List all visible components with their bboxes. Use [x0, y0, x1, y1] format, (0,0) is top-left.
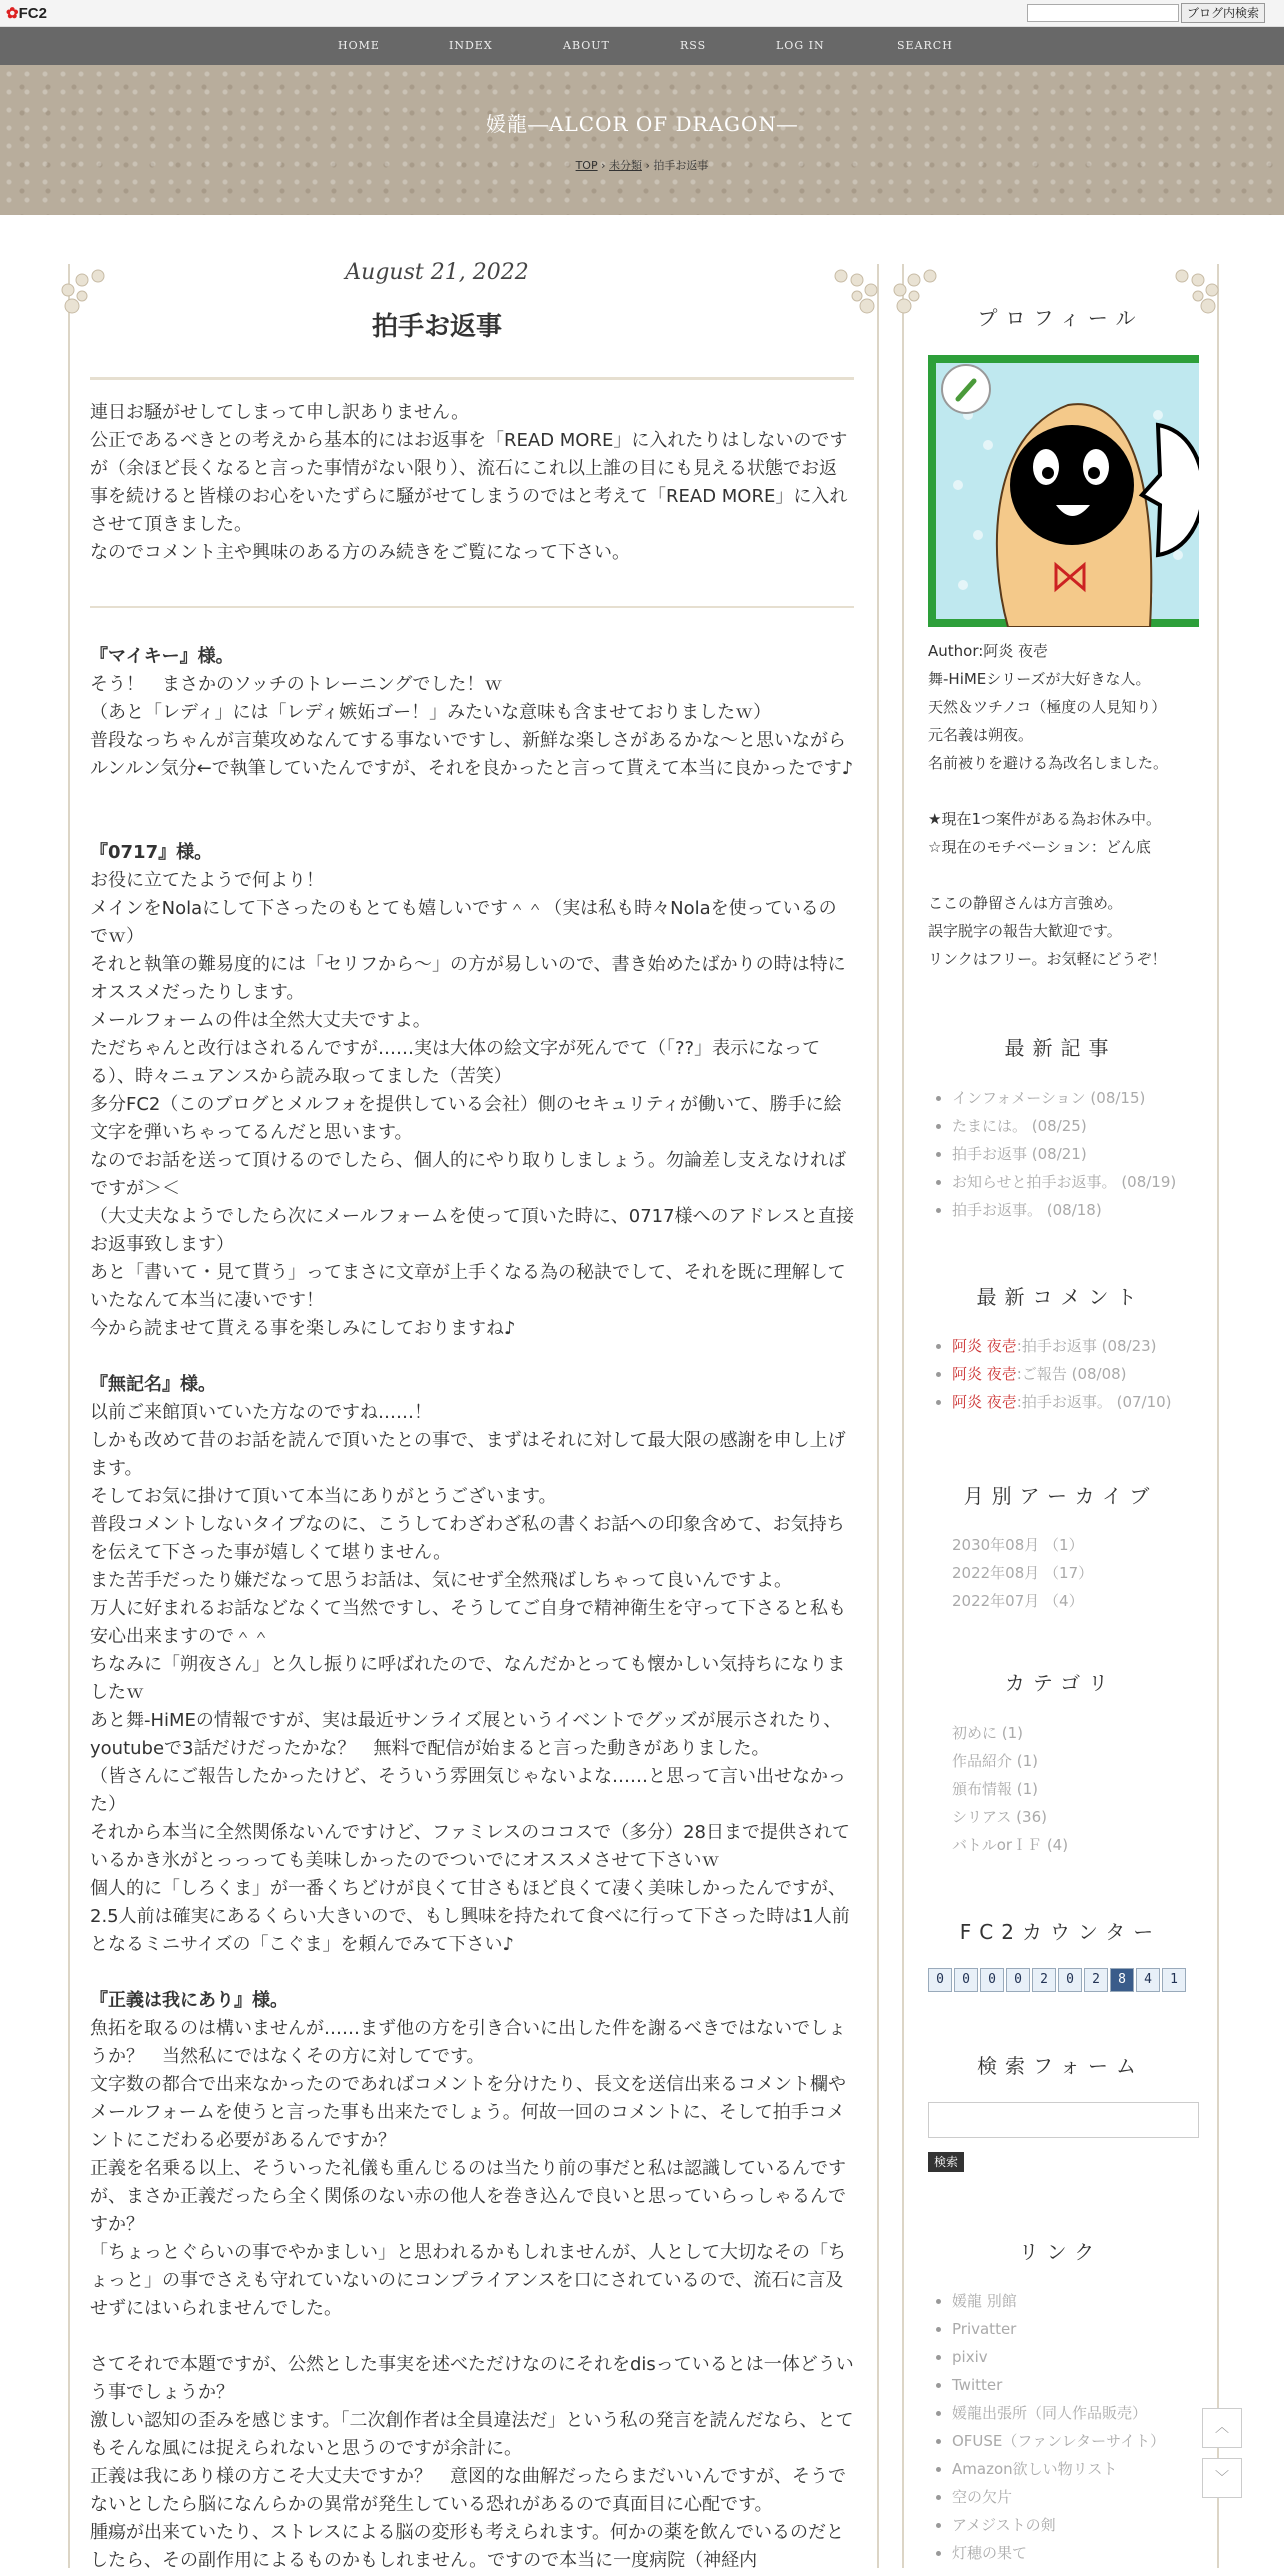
recent-posts-heading: 最新記事	[1004, 1036, 1117, 1060]
reply-body: そう！ まさかのソッチのトレーニングでした！ｗ （あと「レディ」には「レディ嫉妬ゴー！」みたいな意味も含ませておりましたｗ） 普段なっちゃんが言葉攻めなんてする事ないですし、新鮮な楽しさがあるかな～と思いながらルンルン気分←で執筆していたんですが、それを良かったと言って貰えて本当に良かったです♪	[90, 674, 854, 779]
reply-section-5-body: さてそれで本題ですが、公然とした事実を述べただけなのにそれをdisっているとは一体どういう事でしょうか？ 激しい認知の歪みを感じます。「二次創作者は全員違法だ」という私の発言を読んだなら、とてもそんな風には捉えられないと思うのですが余計に。 正義は我にあり様の方こそ大丈夫ですか？ 意図的な曲解だったらまだいいんですが、そうでないとしたら脳になんらかの異常が発生している恐れがあるので真面目に心配です。 腫瘍が出来ていたり、ストレスによる脳の変形も考えられます。何かの薬を飲んでいるのだとしたら、その副作用によるものかもしれません。ですので本当に一度病院（神経内	[90, 2354, 854, 2571]
fc2-top-bar	[0, 0, 1284, 27]
reply-section-2	[90, 839, 854, 1343]
title-divider	[90, 377, 854, 380]
link-item[interactable]: • pixiv	[952, 2343, 1237, 2371]
reply-heading: 『無記名』様。	[90, 1374, 216, 1395]
counter-digit: 0	[928, 1968, 952, 1992]
category-item[interactable]: 頒布情報 (1)	[952, 1780, 1039, 1798]
counter-digit: 2	[1084, 1968, 1108, 1992]
nav-search[interactable]: SEARCH	[897, 39, 953, 52]
link-item[interactable]: • Amazon欲しい物リスト	[952, 2455, 1237, 2483]
recent-post-item[interactable]: • 拍手お返事。 (08/18)	[952, 1196, 1237, 1224]
nav-login[interactable]: LOG IN	[776, 39, 825, 52]
fc2-mark-icon: ✿	[6, 5, 19, 22]
fc2-logo[interactable]	[6, 4, 47, 22]
reply-section-1	[90, 643, 854, 783]
categories-heading: カテゴリ	[1004, 1671, 1117, 1695]
links-heading: リンク	[1018, 2240, 1103, 2264]
category-item[interactable]: バトルorＩＦ (4)	[952, 1836, 1069, 1854]
categories-list	[952, 1719, 1068, 1859]
counter-digit: 0	[954, 1968, 978, 1992]
breadcrumb-category[interactable]: 未分類	[609, 159, 642, 172]
reply-body: 魚拓を取るのは構いませんが……まず他の方を引き合いに出した件を謝るべきではないでしょうか？ 当然私にではなくその方に対してです。 文字数の都合で出来なかったのであればコメントを分けたり、長文を送信出来るコメント欄やメールフォームを使うと言った事も出来たでしょう。何故一回のコメントに、そして拍手コメントにこだわる必要があるんですか？ 正義を名乗る以上、そういった礼儀も重んじるのは当たり前の事だと私は認識しているんですが、まさか正義だったら全く関係のない赤の他人を巻き込んで良いと思っていらっしゃるんですか？ 「ちょっとぐらいの事でやかましい」と思われるかもしれませんが、人として大切なその「ちょっと」の事でさえも守れていないのにコンプライアンスを口にされているので、流石に言及せずにはいられませんでした。	[90, 2018, 846, 2319]
comment-text[interactable]: :拍手お返事 (08/23)	[1016, 1337, 1157, 1355]
recent-post-item[interactable]: • お知らせと拍手お返事。 (08/19)	[952, 1168, 1237, 1196]
counter-digit: 4	[1136, 1968, 1160, 1992]
reply-heading: 『マイキー』様。	[90, 646, 234, 667]
nav-about[interactable]: ABOUT	[563, 39, 610, 52]
counter-digit: 1	[1162, 1968, 1186, 1992]
article-title[interactable]: 拍手お返事	[371, 312, 502, 342]
counter-digit: 8	[1110, 1968, 1134, 1992]
recent-comment-item[interactable]	[952, 1388, 1237, 1416]
links-list	[928, 2287, 1237, 2567]
header-banner	[0, 65, 1284, 215]
profile-text: Author:阿炎 夜壱 舞-HiMEシリーズが大好きな人。 天然＆ツチノコ（極度の人見知り） 元名義は朔夜。 名前被りを避ける為改名しました。 ★現在1つ案件がある為お休み中。 ☆現在のモチベーション：どん底 ここの静留さんは方言強め。 誤字脱字の報告大歓迎です。 リンクはフリー。お気軽にどうぞ！	[928, 642, 1169, 968]
sidebar-search-button[interactable]: 検索	[928, 2152, 964, 2172]
read-more-divider	[90, 606, 854, 608]
link-item[interactable]: • 媛龍出張所（同人作品販売）	[952, 2399, 1237, 2427]
breadcrumb-top[interactable]: TOP	[575, 159, 598, 172]
comment-text[interactable]: :拍手お返事。 (07/10)	[1016, 1393, 1172, 1411]
reply-section-3	[90, 1371, 854, 1959]
recent-post-item[interactable]: • たまには。 (08/25)	[952, 1112, 1237, 1140]
archive-item[interactable]: 2022年08月 （17）	[952, 1564, 1094, 1582]
blog-search-button[interactable]: ブログ内検索	[1181, 3, 1265, 23]
link-item[interactable]: • Privatter	[952, 2315, 1237, 2343]
breadcrumb: TOP › 未分類 › 拍手お返事	[575, 159, 709, 172]
archives-heading: 月別アーカイブ	[963, 1484, 1158, 1508]
article-date: August 21, 2022	[345, 260, 529, 285]
search-form-heading: 検索フォーム	[977, 2054, 1144, 2078]
link-item[interactable]: • OFUSE（ファンレターサイト）	[952, 2427, 1237, 2455]
global-nav	[0, 27, 1284, 65]
profile-heading: プロフィール	[977, 306, 1144, 330]
category-item[interactable]: 作品紹介 (1)	[952, 1752, 1039, 1770]
archive-item[interactable]: 2022年07月 （4）	[952, 1592, 1084, 1610]
counter-heading: FC2カウンター	[959, 1920, 1162, 1944]
recent-comments-heading: 最新コメント	[976, 1285, 1145, 1309]
recent-comment-item[interactable]	[952, 1360, 1237, 1388]
article-intro: 連日お騒がせしてしまって申し訳ありません。 公正であるべきとの考えから基本的にはお返事を「READ MORE」に入れたりはしないのですが（余ほど長くなると言った事情がない限り）、流石にこれ以上誰の目にも見える状態でお返事を続けると皆様のお心をいたずらに騒がせてしまうのではと考えて「READ MORE」に入れさせて頂きました。 なのでコメント主や興味のある方のみ続きをご覧になって下さい。	[90, 402, 848, 563]
comment-author[interactable]: 阿炎 夜壱	[952, 1393, 1017, 1411]
reply-body: お役に立てたようで何より！ メインをNolaにして下さったのもとても嬉しいです＾＾（実は私も時々Nolaを使っているのでｗ） それと執筆の難易度的には「セリフから～」の方が易しいので、書き始めたばかりの時は特にオススメだったりします。 メールフォームの件は全然大丈夫ですよ。 ただちゃんと改行はされるんですが……実は大体の絵文字が死んでて（「??」表示になってる）、時々ニュアンスから読み取ってました（苦笑） 多分FC2（このブログとメルフォを提供している会社）側のセキュリティが働いて、勝手に絵文字を弾いちゃってるんだと思います。 なのでお話を送って頂けるのでしたら、個人的にやり取りしましょう。勿論差し支えなければですが＞＜ （大丈夫なようでしたら次にメールフォームを使って頂いた時に、0717様へのアドレスと直接お返事致します） あと「書いて・見て貰う」ってまさに文章が上手くなる為の秘訣でして、それを既に理解していたなんて本当に凄いです！ 今から読ませて貰える事を楽しみにしておりますね♪	[90, 870, 855, 1339]
category-item[interactable]: 初めに (1)	[952, 1724, 1024, 1742]
nav-rss[interactable]: RSS	[680, 39, 707, 52]
recent-comment-item[interactable]	[952, 1332, 1237, 1360]
scroll-down-button[interactable]: ﹀	[1202, 2458, 1242, 2498]
counter-digit: 0	[1058, 1968, 1082, 1992]
link-item[interactable]: • 媛龍 別館	[952, 2287, 1237, 2315]
comment-author[interactable]: 阿炎 夜壱	[952, 1365, 1017, 1383]
link-item[interactable]: • Twitter	[952, 2371, 1237, 2399]
reply-heading: 『正義は我にあり』様。	[90, 1990, 288, 2011]
fc2-logo-text: FC2	[18, 5, 47, 22]
reply-body: 以前ご来館頂いていた方なのですね……！ しかも改めて昔のお話を読んで頂いたとの事で、まずはそれに対して最大限の感謝を申し上げます。 そしてお気に掛けて頂いて本当にありがとうございます。 普段コメントしないタイプなのに、こうしてわざわざ私の書くお話への印象含めて、お気持ちを伝えて下さった事が嬉しくて堪りません。 また苦手だったり嫌だなって思うお話は、気にせず全然飛ばしちゃって良いんですよ。 万人に好まれるお話などなくて当然ですし、そうしてご自身で精神衛生を守って下さると私も安心出来ますので＾＾ ちなみに「朔夜さん」と久し振りに呼ばれたので、なんだかとっても懐かしい気持ちになりましたｗ あと舞-HiMEの情報ですが、実は最近サンライズ展というイベントでグッズが展示されたり、youtubeで3話だけだったかな？ 無料で配信が始まると言った動きがありました。 （皆さんにご報告したかったけど、そういう雰囲気じゃないよな……と思って言い出せなかった） それから本当に全然関係ないんですけど、ファミレスのココスで（多分）28日まで提供されているかき氷がとっっっても美味しかったのでついでにオススメさせて下さいｗ 個人的に「しろくま」が一番くちどけが良くて甘さもほど良くて凄く美味しかったんですが、2.5人前は確実にあるくらい大きいので、もし興味を持たれて食べに行って下さった時は1人前となるミニサイズの「こぐま」を頼んでみて下さい♪	[90, 1402, 850, 1955]
counter-digit: 0	[1006, 1968, 1030, 1992]
recent-post-item[interactable]: • インフォメーション (08/15)	[952, 1084, 1237, 1112]
scroll-up-button[interactable]: ︿	[1202, 2408, 1242, 2448]
reply-heading: 『0717』様。	[90, 842, 213, 863]
counter-digit: 2	[1032, 1968, 1056, 1992]
archive-item[interactable]: 2030年08月 （1）	[952, 1536, 1084, 1554]
link-item[interactable]: • アメジストの剣	[952, 2511, 1237, 2539]
profile-avatar	[928, 355, 1199, 627]
comment-text[interactable]: :ご報告 (08/08)	[1016, 1365, 1127, 1383]
link-item[interactable]: • 灯穂の果て	[952, 2539, 1237, 2567]
comment-author[interactable]: 阿炎 夜壱	[952, 1337, 1017, 1355]
counter-digit: 0	[980, 1968, 1004, 1992]
blog-search-input[interactable]	[1027, 4, 1179, 22]
recent-posts-list	[928, 1084, 1237, 1224]
nav-index[interactable]: INDEX	[449, 39, 493, 52]
recent-post-item[interactable]: • 拍手お返事 (08/21)	[952, 1140, 1237, 1168]
category-item[interactable]: シリアス (36)	[952, 1808, 1047, 1826]
visitor-counter	[928, 1968, 1186, 1992]
nav-home[interactable]: HOME	[338, 39, 380, 52]
breadcrumb-current: 拍手お返事	[653, 159, 709, 172]
recent-comments-list	[928, 1332, 1237, 1416]
archives-list	[952, 1531, 1093, 1615]
sidebar-search-input[interactable]	[928, 2102, 1199, 2138]
link-item[interactable]: • 空の欠片	[952, 2483, 1237, 2511]
blog-title[interactable]: 媛龍―ALCOR OF DRAGON―	[486, 112, 798, 136]
reply-section-4	[90, 1987, 854, 2323]
